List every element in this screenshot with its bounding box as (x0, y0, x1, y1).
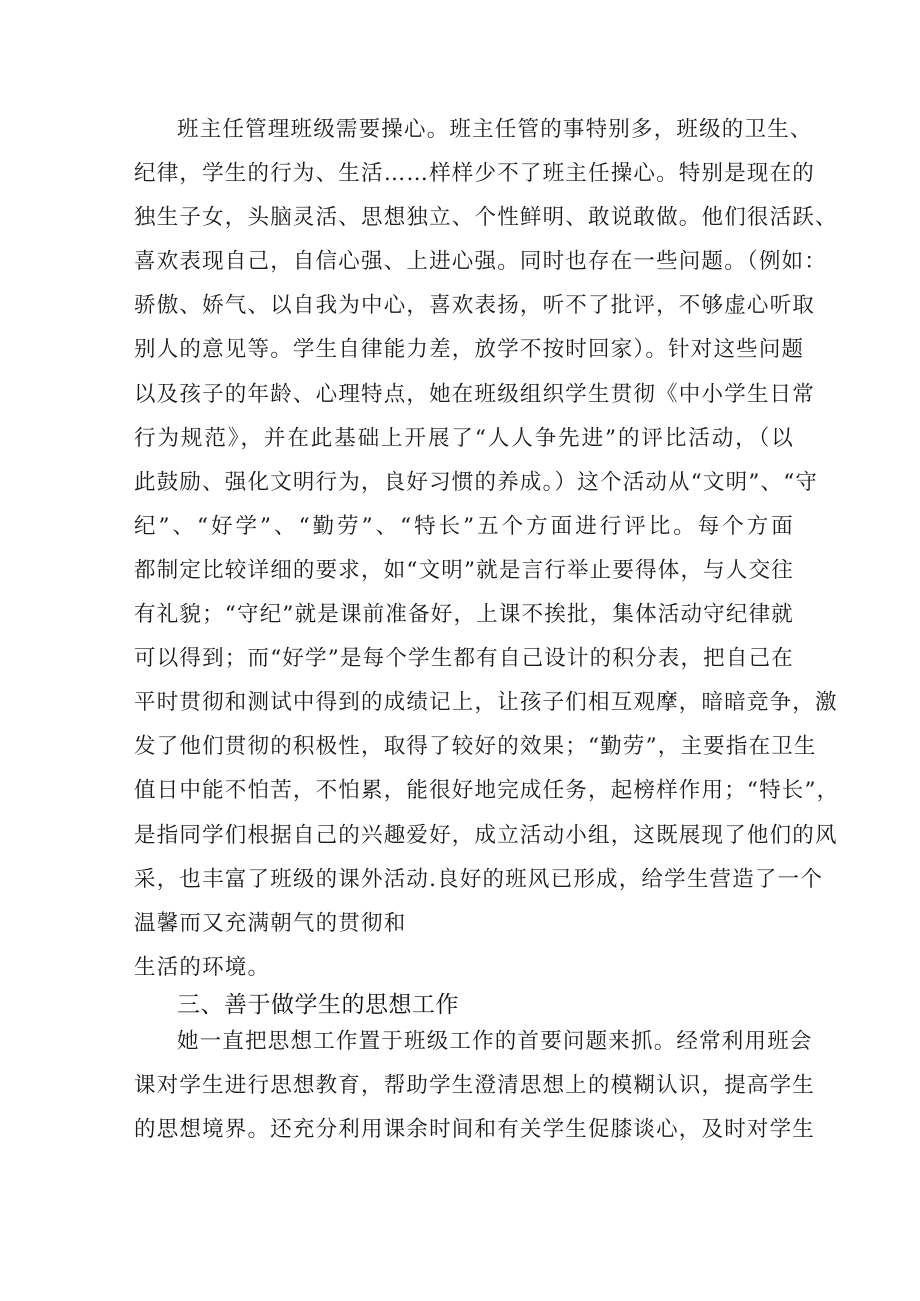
paragraph-line: 是指同学们根据自己的兴趣爱好，成立活动小组，这既展现了他们的风 (134, 822, 838, 848)
paragraph-line: 平时贯彻和测试中得到的成绩记上，让孩子们相互观摩，暗暗竞争，激 (134, 690, 838, 716)
paragraph-line: 的思想境界。还充分利用课余时间和有关学生促膝谈心，及时对学生 (134, 1117, 816, 1143)
paragraph-thought-work (134, 1020, 816, 1152)
paragraph-line: 纪律，学生的行为、生活……样样少不了班主任操心。特别是现在的 (134, 161, 816, 187)
paragraph-line: 采，也丰富了班级的课外活动.良好的班风已形成，给学生营造了一个 (134, 866, 824, 892)
paragraph-class-management (134, 108, 840, 990)
paragraph-line: 有礼貌；“守纪”就是课前准备好，上课不挨批，集体活动守纪律就 (134, 602, 794, 628)
paragraph-line: 喜欢表现自己，自信心强、上进心强。同时也存在一些问题。（例如： (134, 249, 827, 275)
paragraph-line: 生活的环境。 (134, 954, 271, 980)
paragraph-line: 此鼓励、强化文明行为，良好习惯的养成。）这个活动从“文明”、“守 (134, 469, 819, 495)
paragraph-line: 独生子女，头脑灵活、思想独立、个性鲜明、敢说敢做。他们很活跃、 (134, 205, 838, 231)
paragraph-line: 班主任管理班级需要操心。班主任管的事特别多，班级的卫生、 (177, 117, 813, 142)
paragraph-line: 骄傲、娇气、以自我为中心，喜欢表扬，听不了批评，不够虚心听取 (134, 293, 816, 319)
paragraph-line: 值日中能不怕苦，不怕累，能很好地完成任务，起榜样作用；“特长”， (134, 778, 840, 804)
paragraph-line: 以及孩子的年龄、心理特点，她在班级组织学生贯彻《中小学生日常 (134, 381, 816, 407)
paragraph-line: 温馨而又充满朝气的贯彻和 (134, 910, 407, 936)
paragraph-line: 可以得到；而“好学”是每个学生都有自己设计的积分表，把自己在 (134, 646, 794, 672)
paragraph-line: 发了他们贯彻的积极性，取得了较好的效果；“勤劳”，主要指在卫生 (134, 734, 817, 760)
paragraph-line: 她一直把思想工作置于班级工作的首要问题来抓。经常利用班会 (177, 1029, 813, 1054)
paragraph-line: 纪”、“好学”、“勤劳”、“特长”五个方面进行评比。每个方面 (134, 513, 794, 539)
paragraph-line: 行为规范》，并在此基础上开展了“人人争先进”的评比活动，（以 (134, 425, 794, 451)
section-heading: 三、善于做学生的思想工作 (177, 992, 459, 1018)
paragraph-line: 都制定比较详细的要求，如“文明”就是言行举止要得体，与人交往 (134, 557, 794, 583)
paragraph-line: 课对学生进行思想教育，帮助学生澄清思想上的模糊认识，提高学生 (134, 1073, 816, 1099)
paragraph-line: 别人的意见等。学生自律能力差，放学不按时回家）。针对这些问题 (134, 337, 805, 363)
